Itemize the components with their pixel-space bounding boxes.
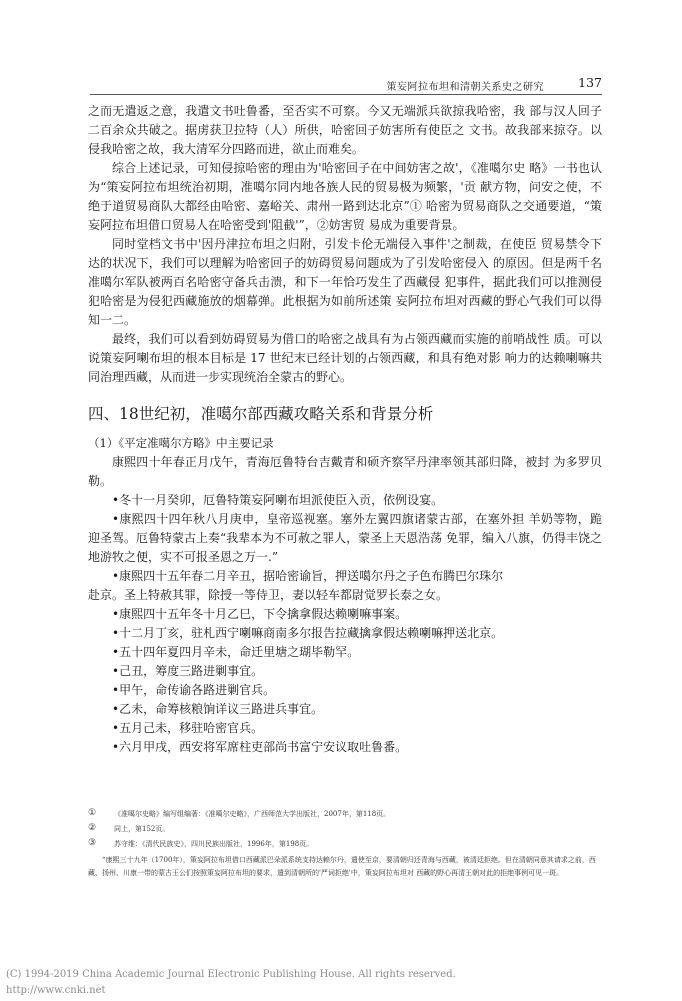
paragraph: 综合上述记录，可知侵掠哈密的理由为'哈密回子在中间妨害之故'，《准噶尔史 略》一书也认为“策妄阿拉布坦统治初期，准噶尔同内地各族人民的贸易极为频繁，'贡 献方物，问安之使，不绝于道贸易商队大都经由哈密、嘉峪关、肃州一路到达北京”① 哈密为贸易商队之交通要道，“策妄阿拉布坦借口贸易人在哈密受到'阻截'”，②妨害贸 易成为重要背景。 [88,161,602,232]
footnote-text: 同上，第152页。 [114,825,170,833]
section-heading-number: 18 [119,405,139,423]
page-number: 137 [578,75,602,90]
record-item: •乙未，命筹核粮饷详议三路进兵事宜。 [112,702,324,716]
sub-heading: （1）《平定准噶尔方略》中主要记录 [88,436,274,450]
paragraph: 之而无遣返之意，我遣文书吐鲁番，至否实不可察。今又无端派兵欲掠我哈密，我 部与汉人回子二百余众共破之。据虏获卫拉特（人）所供，哈密回子妨害所有使臣之 文书。故我部来掠夺。以侵我哈密之故，我大清军分四路而进，欲止而难矣。 [88,104,602,156]
footnote [88,823,602,835]
record-item: •十二月丁亥，驻札西宁喇嘛商南多尔报告拉藏擒拿假达赖喇嘛押送北京。 [112,626,504,640]
footnote-text: 苏守维：《清代民族史》，四川民族出版社，1996年，第198页。 [114,840,314,848]
record-item: •己丑，筹度三路进剿事宜。 [112,664,264,678]
footnote-mark: ① [88,808,97,818]
footnote [88,808,602,820]
body-text [88,102,602,757]
record-item: •康熙四十五年冬十月乙巳，下令擒拿假达赖喇嘛事案。 [112,607,408,621]
running-title: 策妄阿拉布坦和清朝关系史之研究 [386,82,544,93]
paragraph: 最终，我们可以看到妨碍贸易为借口的哈密之战具有为占领西藏而实施的前哨战性 质。可以说策妄阿喇布坦的根本目标是 17 世纪末已经计划的占领西藏，和具有绝对影 响力的达赖喇嘛共同治理西藏，从而进一步实现统治全蒙古的野心。 [88,332,602,384]
footnote-text: 《准噶尔史略》编写组编著：《准噶尔史略》，广西师范大学出版社，2007年，第118页。 [114,810,391,818]
copyright-url: http://www.cnki.net [6,985,106,996]
copyright-line: (C) 1994-2019 China Academic Journal Electronic Publishing House. All rights reserved. [6,969,456,980]
running-header [90,74,602,95]
record-item: •五月己未，移驻哈密官兵。 [112,721,264,735]
record-item: •康熙四十五年春二月辛丑，据哈密谕旨，押送噶尔丹之子色布腾巴尔珠尔 [112,569,504,583]
copyright-notice [6,967,456,999]
record-item: •冬十一月癸卯，厄鲁特策妄阿喇布坦派使臣入贡，依例设宴。 [112,493,444,507]
paragraph: 同时堂档文书中'因丹津拉布坦之归附，引发卡伦无端侵入事件'之制裁，在使臣 贸易禁令下达的状况下，我们可以理解为哈密回子的妨碍贸易问题成为了引发哈密侵入 的原因。但是两千名准噶尔军队被两百名哈密守备兵击溃，和下一年恰巧发生了西藏侵 犯事件，据此我们可以推测侵犯哈密是为侵犯西藏施放的烟幕弹。此根据为如前所述策 妄阿拉布坦对西藏的野心气我们可以得知一二。 [88,237,602,327]
record-item: •康熙四十四年秋八月庚申，皇帝巡视塞。塞外左翼四旗诸蒙古部，在塞外担 羊奶等物，跪迎圣驾。厄鲁特蒙古上奏“我辈本为不可赦之罪人，蒙圣上天恩浩荡 免罪，编入八旗，仍得丰饶之地游牧之便，实不可报圣恩之万一.” [88,512,602,564]
record-item: •五十四年夏四月辛未，命迁里塘之瑚毕勒罕。 [112,645,360,659]
section-intro: 康熙四十年春正月戊午，青海厄鲁特台吉戴青和硕齐察罕丹津率领其部归降，被封 为多罗贝勒。 [88,455,602,488]
record-item: •甲午，命传谕各路进剿官兵。 [112,683,276,697]
section-heading-prefix: 四、 [88,405,120,423]
footnotes [88,808,602,880]
footnote-mark: ③ [88,838,97,848]
section-heading-text: 世纪初，准噶尔部西藏攻略关系和背景分析 [138,405,434,423]
record-item-continuation: 赴京。圣上特赦其罪，除授一等侍卫，妻以轻车都尉觉罗长泰之女。 [88,588,449,602]
footnote-mark: ② [88,823,97,833]
section-heading [88,402,602,426]
footnote-continuation: “康熙三十九年（1700年），策妄阿拉布坦借口西藏派巴朵派系统支持达赖尔丹，遣使至京，要清朝归还青海与西藏，被清廷拒绝。但在清朝同意其请求之前，西藏、扬州、川康一带的蒙古王公们按照策妄阿拉布坦的要求，遣到清朝所的'严词拒绝'中，策妄阿拉布坦对 西藏的野心再清王朝对此的拒绝事例可见一斑。 [88,856,596,877]
footnote [88,838,602,850]
record-item: •六月甲戌，西安将军席柱吏部尚书富宁安议取吐鲁番。 [112,740,408,754]
